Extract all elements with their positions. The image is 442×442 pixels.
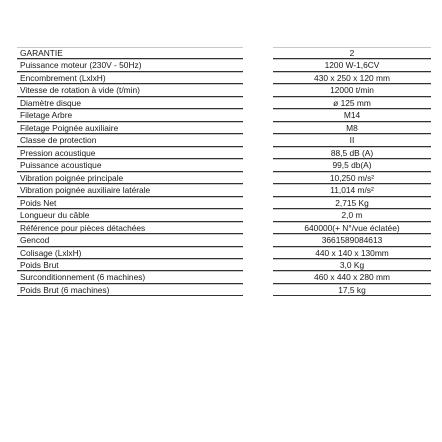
spec-row-classe-protection <box>17 134 431 146</box>
spec-value: 430 x 250 x 120 mm <box>273 72 431 84</box>
spec-value: 3,0 Kg <box>273 259 431 271</box>
spec-row-colisage <box>17 247 431 259</box>
spec-label: Puissance acoustique <box>17 159 243 171</box>
spec-row-filetage-poignee <box>17 122 431 134</box>
spec-row-gencod <box>17 234 431 246</box>
spec-value: 2,0 m <box>273 209 431 221</box>
spec-value: 1200 W-1,6CV <box>273 59 431 71</box>
spec-label: Colisage (LxlxH) <box>17 247 243 259</box>
spec-row-vibration-principale <box>17 172 431 184</box>
spec-value: ø 125 mm <box>273 97 431 109</box>
spec-value: 10,250 m/s² <box>273 172 431 184</box>
spec-label: GARANTIE <box>17 47 243 59</box>
spec-row-encombrement <box>17 72 431 84</box>
spec-value: 88,5 dB (A) <box>273 147 431 159</box>
spec-label: Diamètre disque <box>17 97 243 109</box>
spec-label: Vitesse de rotation à vide (t/min) <box>17 84 243 96</box>
spec-label: Poids Brut <box>17 259 243 271</box>
spec-value: 640000(+ N°/vue éclatée) <box>273 222 431 234</box>
spec-row-filetage-arbre <box>17 109 431 121</box>
spec-value: 460 x 440 x 280 mm <box>273 271 431 283</box>
spec-row-longueur-cable <box>17 209 431 221</box>
spec-row-reference-pieces <box>17 222 431 234</box>
spec-row-diametre-disque <box>17 97 431 109</box>
spec-label: Gencod <box>17 234 243 246</box>
spec-value: 3661589084613 <box>273 234 431 246</box>
spec-row-surconditionnement <box>17 271 431 283</box>
spec-row-pression-acoustique <box>17 147 431 159</box>
spec-label: Encombrement (LxlxH) <box>17 72 243 84</box>
spec-label: Vibration poignée auxiliaire latérale <box>17 184 243 196</box>
spec-value: 440 x 140 x 130mm <box>273 247 431 259</box>
spec-row-poids-brut-6 <box>17 284 431 296</box>
spec-label: Filetage Arbre <box>17 109 243 121</box>
spec-row-poids-brut <box>17 259 431 271</box>
spec-row-puissance-moteur <box>17 59 431 71</box>
spec-value: II <box>273 134 431 146</box>
spec-label: Classe de protection <box>17 134 243 146</box>
spec-value: 2 <box>273 47 431 59</box>
spec-row-garantie <box>17 47 431 59</box>
spec-value: 12000 t/min <box>273 84 431 96</box>
spec-label: Référence pour pièces détachées <box>17 222 243 234</box>
spec-row-puissance-acoustique <box>17 159 431 171</box>
spec-label: Poids Brut (6 machines) <box>17 284 243 296</box>
spec-label: Pression acoustique <box>17 147 243 159</box>
spec-label: Filetage Poignée auxiliaire <box>17 122 243 134</box>
spec-row-vibration-laterale <box>17 184 431 196</box>
spec-table <box>17 47 431 296</box>
spec-value: M14 <box>273 109 431 121</box>
spec-label: Vibration poignée principale <box>17 172 243 184</box>
spec-value: 11,014 m/s² <box>273 184 431 196</box>
spec-row-vitesse-rotation <box>17 84 431 96</box>
spec-label: Puissance moteur (230V - 50Hz) <box>17 59 243 71</box>
spec-value: M8 <box>273 122 431 134</box>
spec-row-poids-net <box>17 197 431 209</box>
spec-value: 17,5 kg <box>273 284 431 296</box>
spec-label: Longueur du câble <box>17 209 243 221</box>
spec-label: Poids Net <box>17 197 243 209</box>
spec-value: 99,5 db(A) <box>273 159 431 171</box>
spec-label: Surconditionnement (6 machines) <box>17 271 243 283</box>
spec-value: 2,715 Kg <box>273 197 431 209</box>
